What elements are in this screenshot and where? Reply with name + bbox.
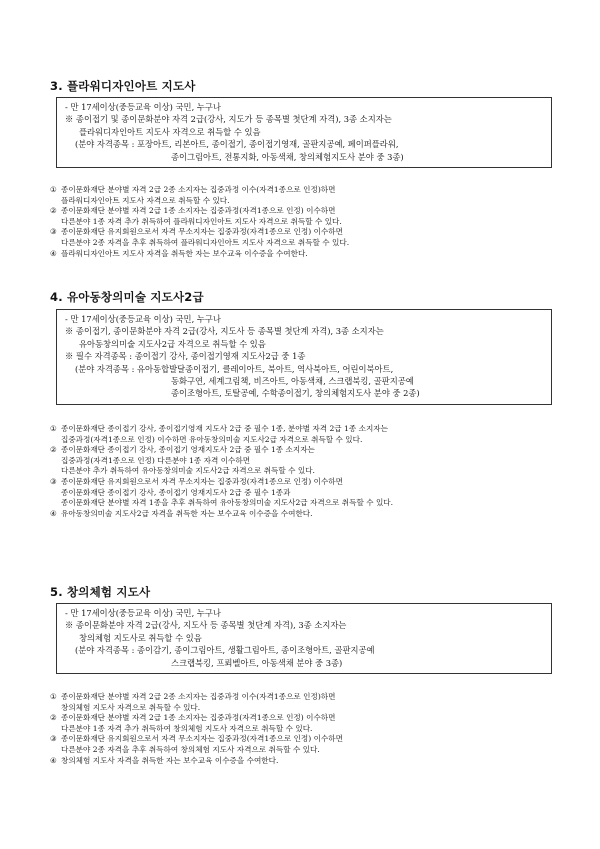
note-item: 종이문화재단 종이접기 강사, 종이접기 영재지도사 2급 중 필수 1종과 [61, 487, 291, 497]
box-line: ※ 종이접기 및 종이문화분야 자격 2급(강사, 지도가 등 종목별 첫단계 자격), 3종 소지자는 [65, 114, 392, 125]
note-item: 다른분야 1종 자격 추가 취득하여 플라워디자인아트 지도사 자격으로 취득할 수 있다. [61, 216, 342, 226]
requirements-box [56, 309, 552, 405]
requirements-box [56, 97, 552, 168]
note-item: ② 종이문화재단 분야별 자격 2급 1종 소지자는 집중과정(자격1종으로 인정) 이수하면 [50, 206, 336, 216]
box-line: 스크랩북킹, 프뢰벨아트, 아동색채 분야 중 3종) [171, 657, 343, 668]
note-item: ④ 창의체험 지도사 자격을 취득한 자는 보수교육 이수증을 수여한다. [50, 755, 279, 765]
note-item: 다른분야 2종 자격을 추후 취득하여 플라워디자인아트 지도사 자격으로 취득할 수 있다. [61, 237, 350, 247]
box-line: (분야 자격종목 : 포장아트, 리본아트, 종이접기, 종이접기영재, 골판지공예, 페이퍼플라워, [75, 139, 399, 150]
note-item: 종이문화재단 분야별 자격 1종을 추후 취득하여 유아동창의미술 지도사2급 자격으로 취득할 수 있다. [61, 498, 394, 508]
note-item: ① 종이문화재단 종이접기 강사, 종이접기영재 지도사 2급 중 필수 1종, 분야별 자격 2급 1종 소지자는 [50, 424, 388, 433]
note-item: ③ 종이문화재단 유지회원으로서 자격 무소지자는 집중과정(자격1종으로 인정) 이수하면 [50, 476, 343, 486]
box-line: 종이그림아트, 전통지화, 아동색채, 창의체험지도사 분야 중 3종) [171, 151, 404, 162]
note-item: 다른분야 2종 자격을 추후 취득하여 창의체험 지도사 자격으로 취득할 수 있다. [61, 744, 320, 754]
note-item: ② 종이문화재단 종이접기 강사, 종이접기 영재지도사 2급 중 필수 1종 소지자는 [50, 445, 315, 455]
box-line: - 만 17세이상(중등교육 이상) 국민, 누구나 [65, 608, 221, 618]
notes-list [50, 185, 560, 259]
note-item: ① 종이문화재단 분야별 자격 2급 2종 소지자는 집중과정 이수(자격1종으로 인정)하면 [50, 692, 336, 701]
note-item: ④ 플라워디자인아트 지도사 자격을 취득한 자는 보수교육 이수증을 수여한다. [50, 248, 308, 258]
note-item: 집중과정(자격1종으로 인정) 이수하면 유아동창의미술 지도사2급 자격으로 취득할 수 있다. [61, 434, 363, 444]
box-line: ※ 종이접기, 종이문화분야 자격 2급(강사, 지도사 등 종목별 첫단계 자격), 3종 소지자는 [65, 326, 384, 337]
note-item: 플라워디자인아트 지도사 자격으로 취득할 수 있다. [61, 195, 230, 205]
box-line: 창의체험 지도사로 취득할 수 있음 [79, 632, 202, 643]
note-item: 집중과정(자격1종으로 인정) 다른분야 1종 자격 이수하면 [61, 455, 251, 465]
note-item: 다른분야 1종 자격 추가 취득하여 창의체험 지도사 자격으로 취득할 수 있다. [61, 723, 313, 733]
note-item: ③ 종이문화재단 유지회원으로서 자격 무소지자는 집중과정(자격1종으로 인정) 이수하면 [50, 227, 343, 237]
box-line: 플라워디자인아트 지도사 자격으로 취득할 수 있음 [79, 126, 261, 137]
box-line: - 만 17세이상(중등교육 이상) 국민, 누구나 [65, 102, 221, 112]
box-line: ※ 종이문화분야 자격 2급(강사, 지도사 등 종목별 첫단계 자격), 3종 소지자는 [65, 620, 347, 631]
box-line: 유아동창의미술 지도사2급 자격으로 취득할 수 있음 [79, 338, 266, 349]
section-title: 3. 플라워디자인아트 지도사 [50, 79, 196, 93]
box-line: - 만 17세이상(중등교육 이상) 국민, 누구나 [65, 314, 221, 324]
box-line: (분야 자격종목 : 종이감기, 종이그림아트, 생활그림아트, 종이조형아트, 골판지공예 [75, 645, 375, 656]
box-line: 종이조형아트, 토탈공예, 수학종이접기, 창의체험지도사 분야 중 2종) [171, 388, 420, 399]
section-title: 4. 유아동창의미술 지도사2급 [50, 290, 204, 304]
note-item: 창의체험 지도사 자격으로 취득할 수 있다. [61, 702, 201, 712]
requirements-box [56, 603, 552, 674]
box-line: 동화구연, 세계그림책, 비즈아트, 아동색채, 스크랩북킹, 골판지공예 [171, 376, 414, 387]
note-item: ① 종이문화재단 분야별 자격 2급 2종 소지자는 집중과정 이수(자격1종으로 인정)하면 [50, 185, 336, 194]
note-item: ② 종이문화재단 분야별 자격 2급 1종 소지자는 집중과정(자격1종으로 인정) 이수하면 [50, 713, 336, 723]
notes-list [50, 424, 560, 519]
note-item: 다른분야 추가 취득하여 유아동창의미술 지도사2급 자격으로 취득할 수 있다. [61, 466, 315, 476]
note-item: ④ 유아동창의미술 지도사2급 자격을 취득한 자는 보수교육 이수증을 수여한다. [50, 508, 313, 518]
notes-list [50, 692, 560, 766]
box-line: (분야 자격종목 : 유아동합발달종이접기, 클레이아트, 북아트, 역사북아트, 어린이북아트, [75, 363, 394, 374]
note-item: ③ 종이문화재단 유지회원으로서 자격 무소지자는 집중과정(자격1종으로 인정) 이수하면 [50, 734, 343, 744]
box-line: ※ 필수 자격종목 : 종이접기 강사, 종이접기영재 지도사2급 중 1종 [65, 351, 306, 362]
section-title: 5. 창의체험 지도사 [50, 585, 151, 599]
